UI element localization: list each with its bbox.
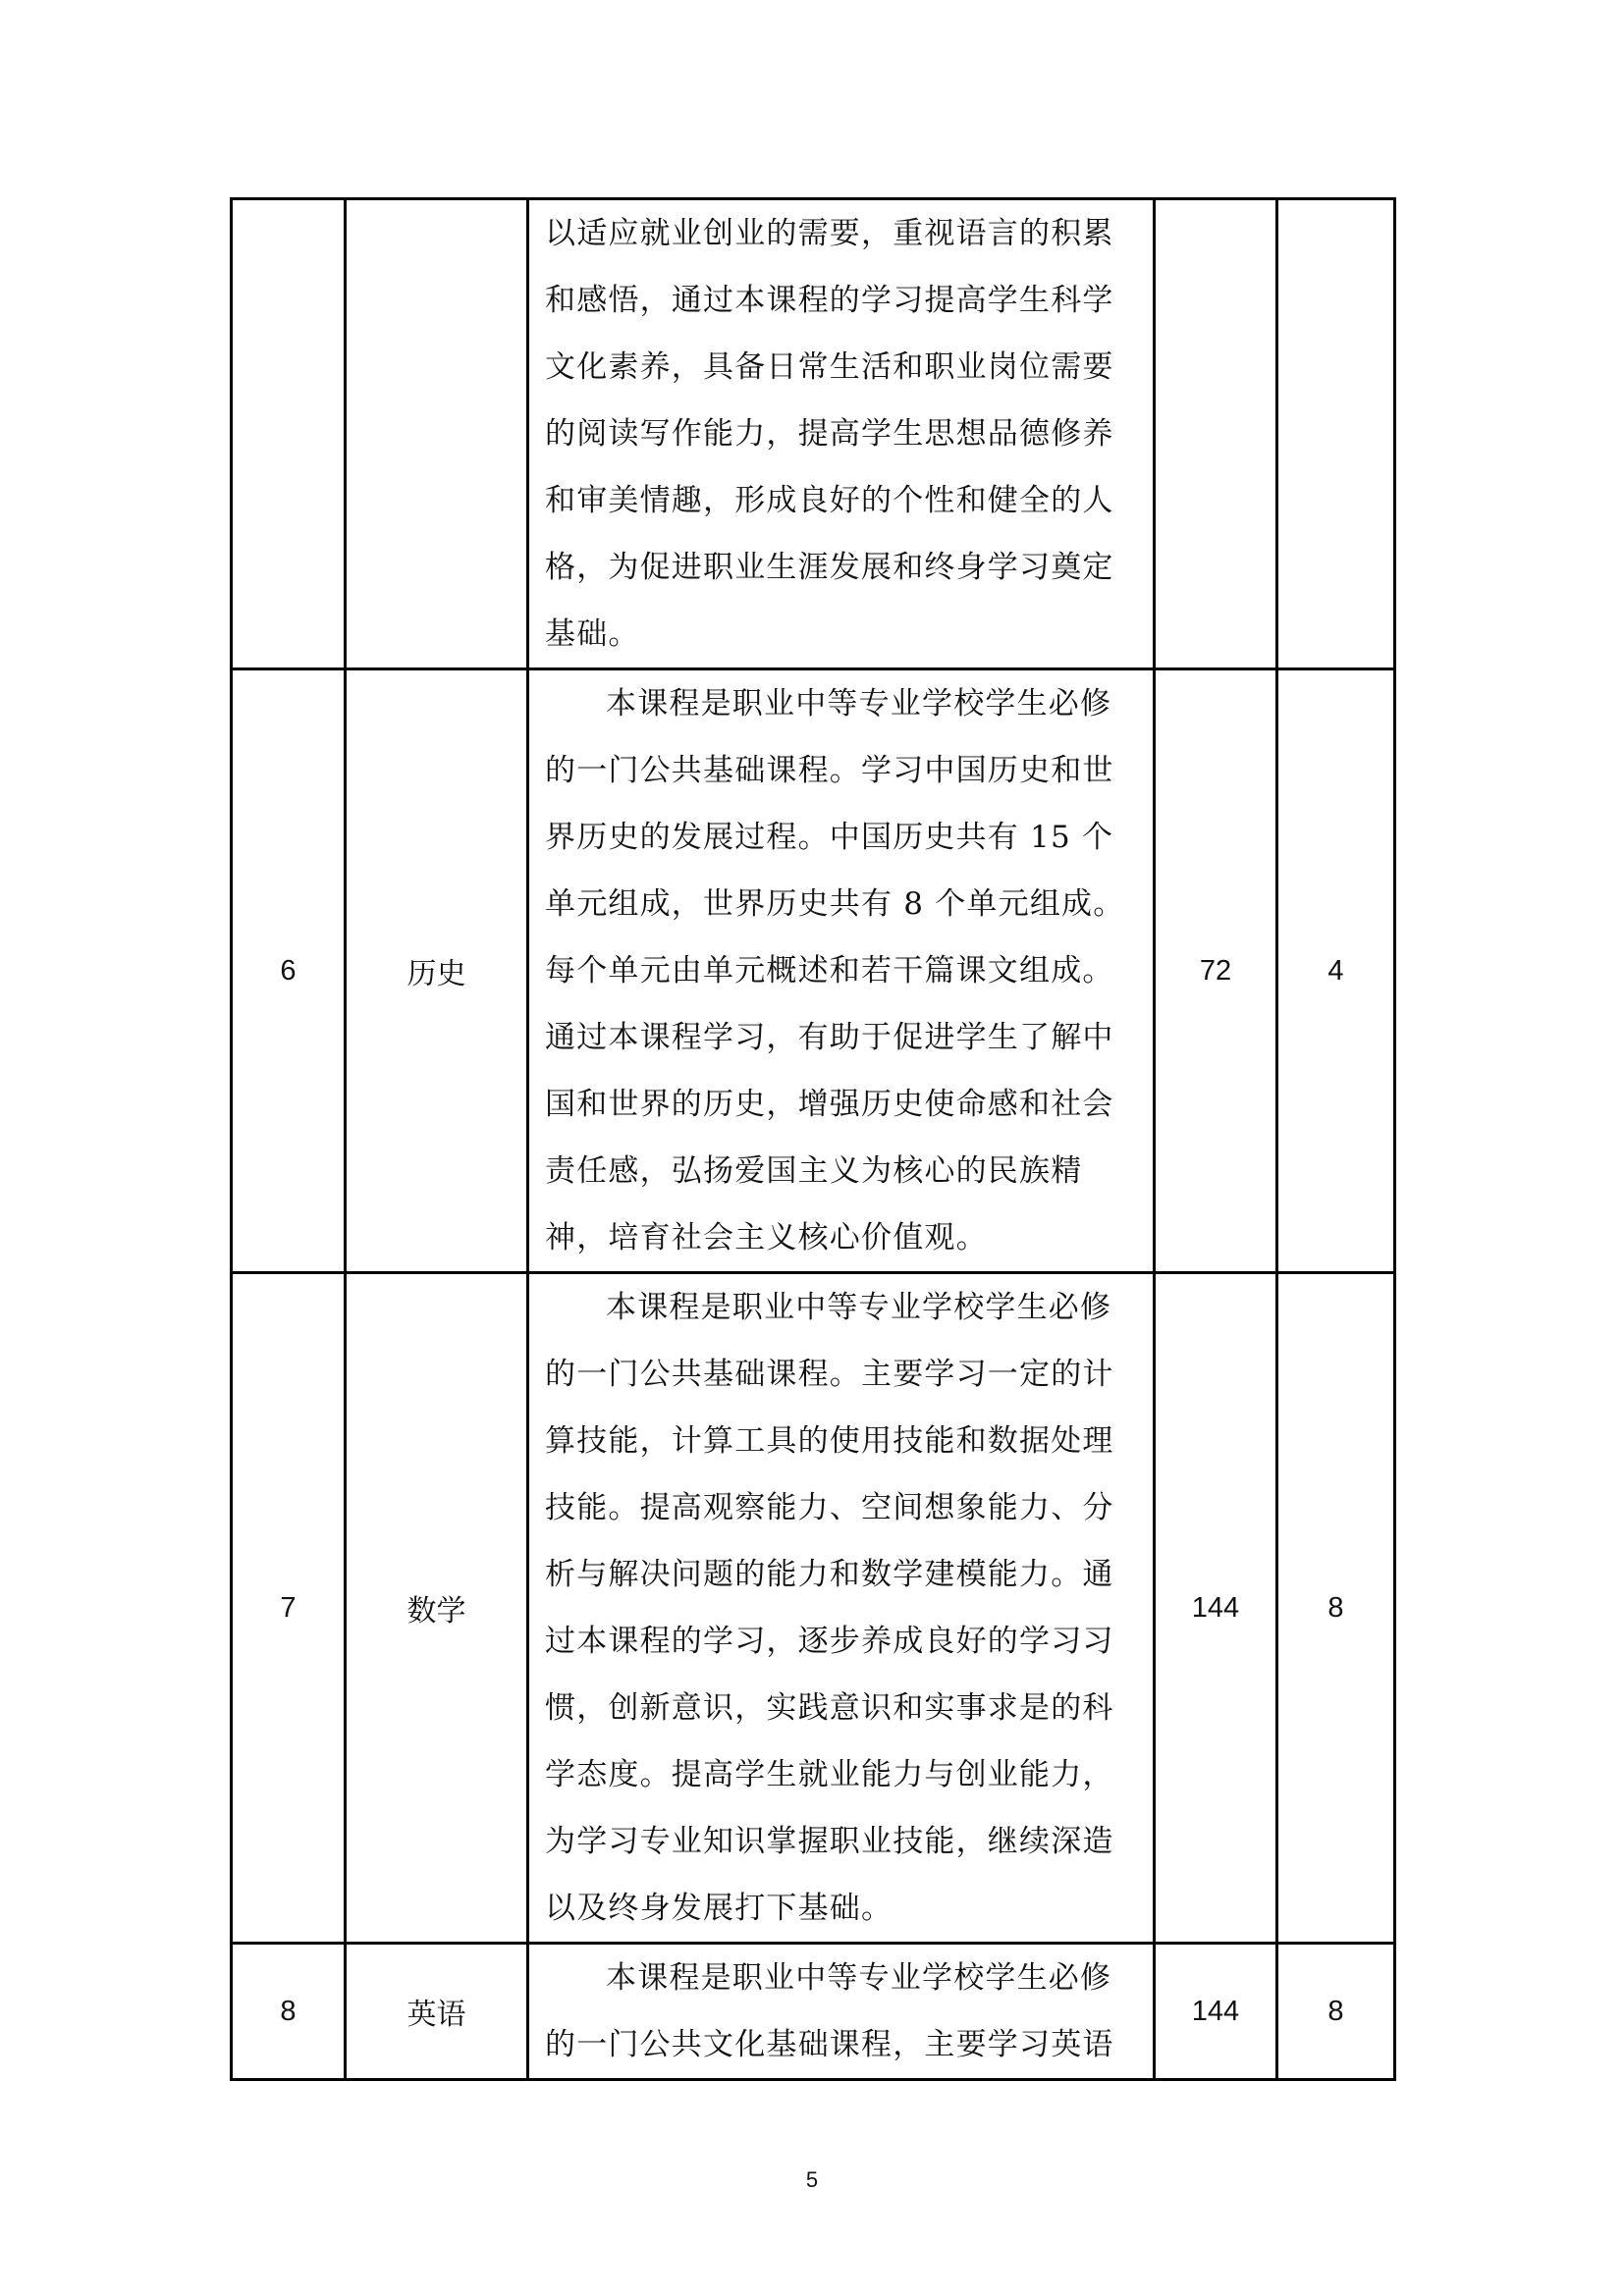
course-table — [230, 197, 1396, 2081]
row-index: 6 — [232, 669, 346, 1273]
course-name: 历史 — [346, 669, 528, 1273]
description-text: 本课程是职业中等专业学校学生必修的一门公共基础课程。学习中国历史和世界历史的发展过程。中国历史共有 15 个单元组成，世界历史共有 8 个单元组成。每个单元由单元概述和若干篇课文组成。通过本课程学习，有助于促进学生了解中国和世界的历史，增强历史使命感和社会责任感，弘扬爱国主义为核心的民族精神，培育社会主义核心价值观。 — [545, 686, 1125, 1255]
table-row — [232, 199, 1395, 669]
description-text: 本课程是职业中等专业学校学生必修的一门公共基础课程。主要学习一定的计算技能，计算工具的使用技能和数据处理技能。提高观察能力、空间想象能力、分析与解决问题的能力和数学建模能力。通过本课程的学习，逐步养成良好的学习习惯，创新意识，实践意识和实事求是的科学态度。提高学生就业能力与创业能力，为学习专业知识掌握职业技能，继续深造以及终身发展打下基础。 — [545, 1290, 1114, 1926]
course-hours: 144 — [1155, 1273, 1277, 1944]
table-row — [232, 1273, 1395, 1944]
course-hours: 144 — [1155, 1944, 1277, 2080]
row-index — [232, 199, 346, 669]
course-description — [528, 1273, 1155, 1944]
description-text: 以适应就业创业的需要，重视语言的积累和感悟，通过本课程的学习提高学生科学文化素养，具备日常生活和职业岗位需要的阅读写作能力，提高学生思想品德修养和审美情趣，形成良好的个性和健全的人格，为促进职业生涯发展和终身学习奠定基础。 — [545, 216, 1114, 652]
course-name: 英语 — [346, 1944, 528, 2080]
course-credits: 8 — [1277, 1944, 1395, 2080]
page-number: 5 — [805, 2167, 819, 2192]
row-index: 7 — [232, 1273, 346, 1944]
course-credits: 8 — [1277, 1273, 1395, 1944]
course-credits — [1277, 199, 1395, 669]
course-name: 数学 — [346, 1273, 528, 1944]
table-row — [232, 669, 1395, 1273]
course-description — [528, 669, 1155, 1273]
description-text: 本课程是职业中等专业学校学生必修的一门公共文化基础课程，主要学习英语 — [545, 1960, 1114, 2062]
course-name — [346, 199, 528, 669]
row-index: 8 — [232, 1944, 346, 2080]
course-credits: 4 — [1277, 669, 1395, 1273]
course-hours — [1155, 199, 1277, 669]
course-description — [528, 199, 1155, 669]
course-description — [528, 1944, 1155, 2080]
course-hours: 72 — [1155, 669, 1277, 1273]
table-row — [232, 1944, 1395, 2080]
